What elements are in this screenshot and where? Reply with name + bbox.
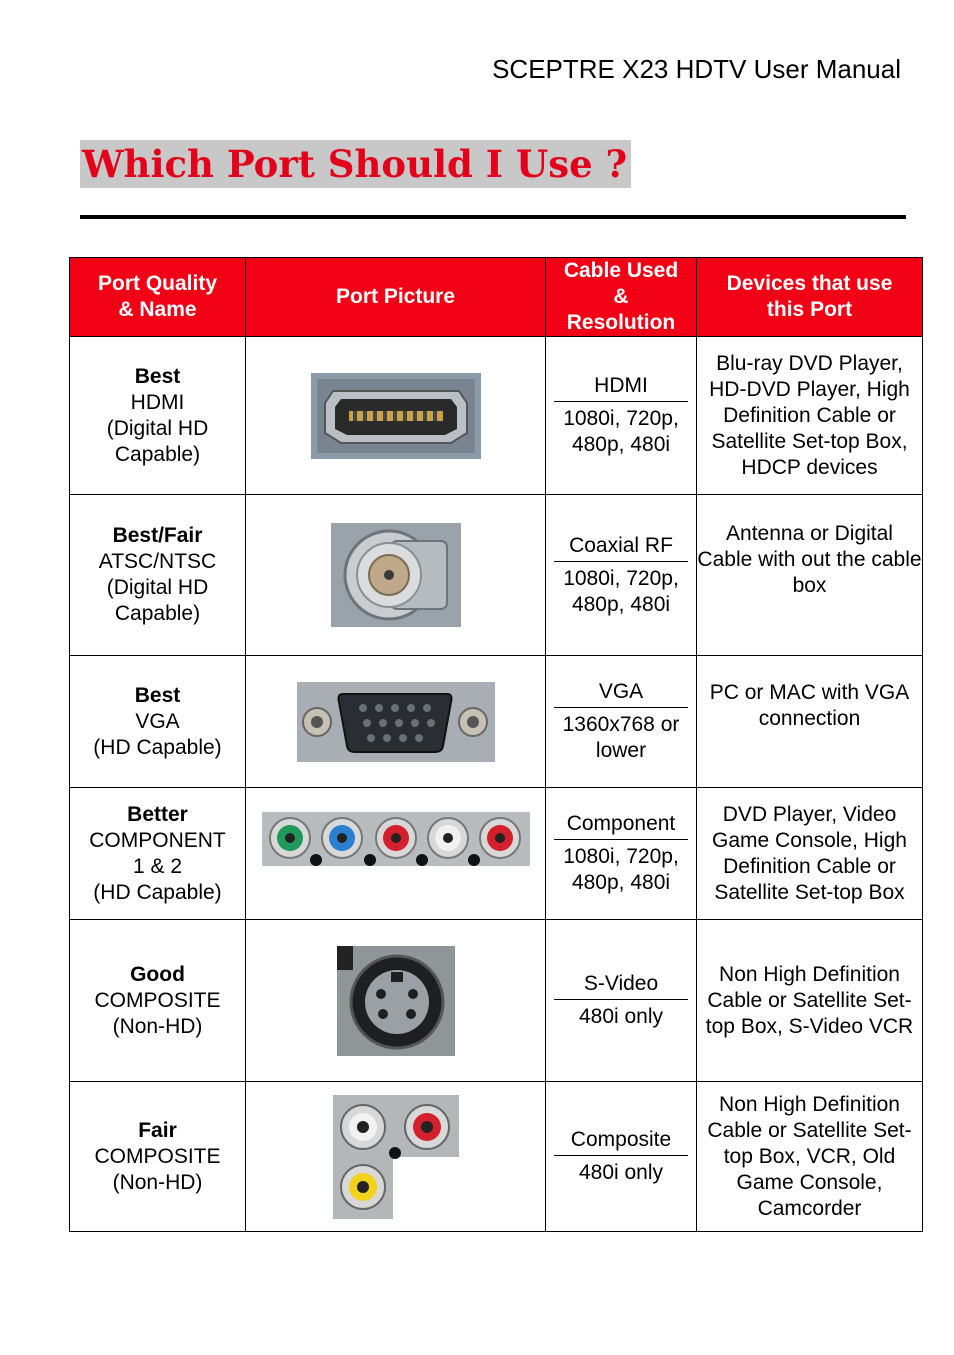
devices-cell: Non High Definition Cable or Satellite Set-top Box, VCR, Old Game Console, Camcorder [697,1082,923,1232]
cable-resolution-cell: VGA 1360x768 or lower [546,656,697,788]
cable-resolution-cell: Component 1080i, 720p, 480p, 480i [546,788,697,920]
devices-cell: PC or MAC with VGA connection [697,656,923,788]
composite-port-icon [333,1095,459,1219]
devices-cell: Blu-ray DVD Player, HD-DVD Player, High Definition Cable or Satellite Set-top Box, HDCP devices [697,337,923,495]
col-header-picture: Port Picture [246,258,546,337]
cable-resolution-cell: Coaxial RF 1080i, 720p, 480p, 480i [546,495,697,656]
s-video-port-icon [337,946,455,1056]
port-quality-cell: Best HDMI (Digital HD Capable) [70,337,246,495]
port-picture-cell [246,337,546,495]
port-picture-cell [246,656,546,788]
cable-resolution-cell: HDMI 1080i, 720p, 480p, 480i [546,337,697,495]
col-header-quality: Port Quality & Name [70,258,246,337]
port-quality-cell: Good COMPOSITE (Non-HD) [70,920,246,1082]
title-divider [80,215,906,219]
port-comparison-table [69,257,923,1232]
port-picture-cell [246,788,546,920]
table-row [70,1082,923,1232]
page-title: Which Port Should I Use ? [80,140,631,188]
manual-header: SCEPTRE X23 HDTV User Manual [492,54,901,84]
cable-resolution-cell: Composite 480i only [546,1082,697,1232]
cable-resolution-cell: S-Video 480i only [546,920,697,1082]
port-quality-cell: Fair COMPOSITE (Non-HD) [70,1082,246,1232]
table-row [70,656,923,788]
port-quality-cell: Best VGA (HD Capable) [70,656,246,788]
table-header-row [70,258,923,337]
table-row [70,920,923,1082]
port-picture-cell [246,920,546,1082]
devices-cell: DVD Player, Video Game Console, High Definition Cable or Satellite Set-top Box [697,788,923,920]
col-header-cable: Cable Used & Resolution [546,258,697,337]
table-row [70,337,923,495]
port-picture-cell [246,1082,546,1232]
vga-port-icon [297,682,495,762]
col-header-devices: Devices that use this Port [697,258,923,337]
port-quality-cell: Better COMPONENT 1 & 2 (HD Capable) [70,788,246,920]
hdmi-port-icon [311,373,481,459]
table-row [70,788,923,920]
port-quality-cell: Best/Fair ATSC/NTSC (Digital HD Capable) [70,495,246,656]
table-row [70,495,923,656]
port-picture-cell [246,495,546,656]
coaxial-rf-port-icon [331,523,461,627]
component-port-icon [262,812,530,866]
devices-cell: Non High Definition Cable or Satellite Set-top Box, S-Video VCR [697,920,923,1082]
devices-cell: Antenna or Digital Cable with out the cable box [697,495,923,656]
